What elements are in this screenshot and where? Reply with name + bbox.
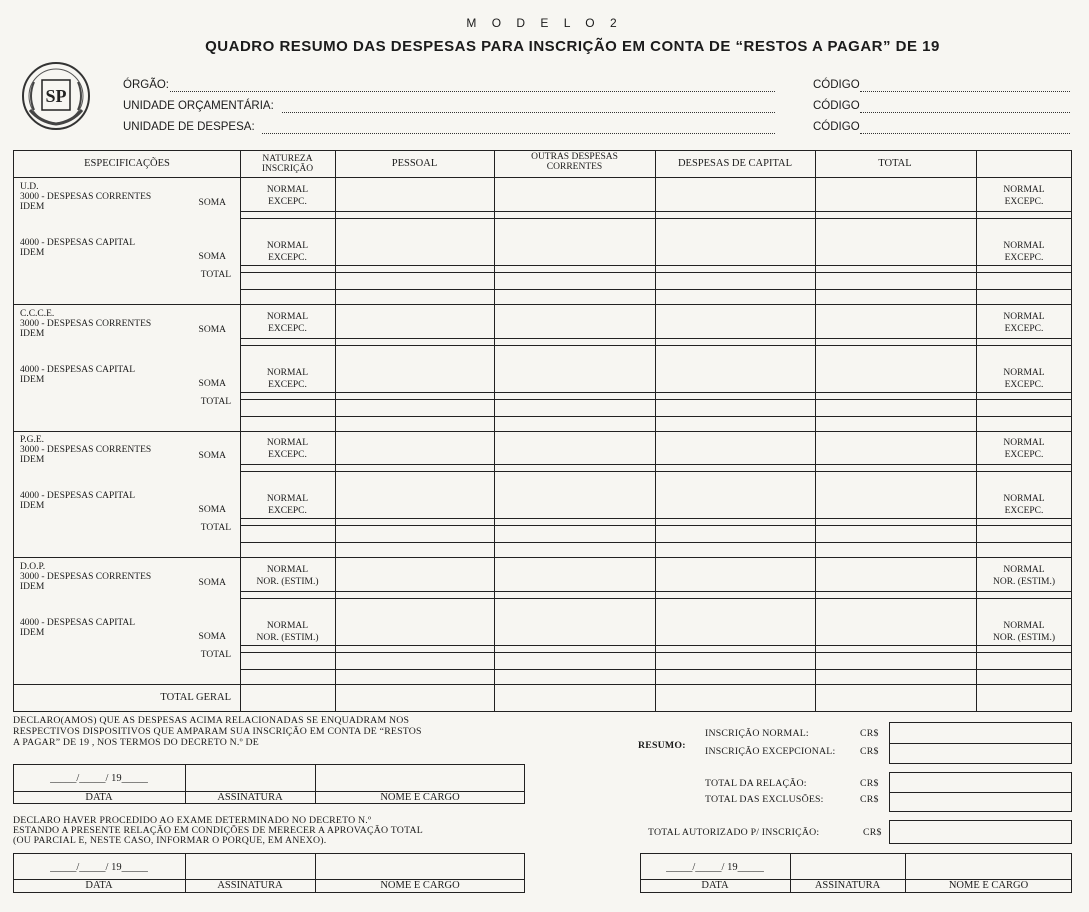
total-label: TOTAL	[200, 270, 231, 280]
row-divider	[240, 272, 1072, 273]
natureza-label-right: NOR. (ESTIM.)	[992, 577, 1055, 587]
natureza-label-right: EXCEPC.	[1004, 197, 1044, 207]
signature-2-nome-label: NOME E CARGO	[380, 880, 460, 891]
signature-1-date-field[interactable]: _____/_____/ 19_____	[50, 773, 148, 784]
currency-1: CR$	[860, 728, 879, 739]
signature-2-data-label: DATA	[85, 880, 113, 891]
group-capital-label: 4000 - DESPESAS CAPITAL	[20, 238, 136, 248]
natureza-label-right: NORMAL	[1003, 494, 1045, 504]
natureza-label: NORMAL	[266, 494, 309, 504]
natureza-label: EXCEPC.	[268, 197, 307, 207]
signature-3-data-label: DATA	[701, 880, 729, 891]
natureza-label-right: NORMAL	[1003, 565, 1045, 575]
natureza-label-right: NOR. (ESTIM.)	[992, 633, 1055, 643]
signature-1-data-label: DATA	[85, 792, 113, 803]
natureza-label-right: EXCEPC.	[1004, 324, 1044, 334]
svg-text:SP: SP	[45, 86, 67, 106]
model-label: M O D E L O 2	[466, 16, 623, 30]
natureza-label-right: EXCEPC.	[1004, 380, 1044, 390]
row-divider	[240, 338, 1072, 339]
group-correntes-label: 3000 - DESPESAS CORRENTES	[20, 445, 152, 455]
row-divider	[240, 211, 1072, 212]
declaration-1-line-3: A PAGAR” DE 19 , NOS TERMOS DO DECRETO N.º DE	[13, 737, 259, 748]
col-total: TOTAL	[878, 158, 912, 169]
row-divider	[240, 471, 1072, 472]
codigo-field-2[interactable]	[860, 112, 1070, 113]
group-idem-label: IDEM	[20, 501, 45, 511]
group-idem-label: IDEM	[20, 628, 45, 638]
group-correntes-label: 3000 - DESPESAS CORRENTES	[20, 319, 152, 329]
row-divider	[240, 518, 1072, 519]
total-autorizado-field[interactable]	[889, 820, 1072, 844]
soma-label: SOMA	[198, 325, 226, 335]
natureza-label: NOR. (ESTIM.)	[256, 633, 319, 643]
total-relacao-label: TOTAL DA RELAÇÃO:	[705, 778, 807, 789]
row-divider	[240, 542, 1072, 543]
signature-3-nome-label: NOME E CARGO	[948, 880, 1029, 891]
header-divider	[13, 177, 1072, 178]
codigo-label-1: CÓDIGO	[813, 79, 860, 91]
row-divider	[240, 289, 1072, 290]
signature-1-assinatura-label: ASSINATURA	[217, 792, 283, 803]
row-divider	[240, 392, 1072, 393]
natureza-label-right: EXCEPC.	[1004, 506, 1044, 516]
natureza-label-right: EXCEPC.	[1004, 450, 1044, 460]
unidade-despesa-field[interactable]	[262, 133, 775, 134]
signature-2-date-field[interactable]: _____/_____/ 19_____	[50, 862, 148, 873]
orgao-label: ÓRGÃO:	[123, 79, 170, 91]
signature-1-nome-label: NOME E CARGO	[380, 792, 460, 803]
currency-3: CR$	[860, 778, 879, 789]
row-divider	[240, 416, 1072, 417]
unidade-orcamentaria-label: UNIDADE ORÇAMENTÁRIA:	[123, 100, 274, 112]
col-outras-1: OUTRAS DESPESAS	[531, 152, 618, 162]
declaration-2-line-2: ESTANDO A PRESENTE RELAÇÃO EM CONDIÇÕES DE MERECER A APROVAÇÃO TOTAL	[13, 825, 423, 836]
group-idem-label: IDEM	[20, 202, 45, 212]
natureza-label-right: NORMAL	[1003, 241, 1045, 251]
natureza-label: EXCEPC.	[268, 450, 307, 460]
soma-label: SOMA	[198, 505, 226, 515]
currency-5: CR$	[863, 827, 882, 838]
col-natureza-1: NATUREZA	[262, 154, 313, 164]
group-correntes-label: 3000 - DESPESAS CORRENTES	[20, 572, 152, 582]
group-idem-label: IDEM	[20, 248, 45, 258]
col-despesas-capital: DESPESAS DE CAPITAL	[677, 158, 793, 169]
natureza-label: NOR. (ESTIM.)	[256, 577, 319, 587]
inscricao-excepcional-label: INSCRIÇÃO EXCEPCIONAL:	[705, 746, 836, 757]
total-autorizado-label: TOTAL AUTORIZADO P/ INSCRIÇÃO:	[648, 827, 820, 838]
col-especificacoes: ESPECIFICAÇÕES	[84, 158, 170, 169]
group-idem-label: IDEM	[20, 375, 45, 385]
row-divider	[240, 525, 1072, 526]
soma-label: SOMA	[198, 632, 226, 642]
signature-3-date-field[interactable]: _____/_____/ 19_____	[666, 862, 764, 873]
row-divider	[240, 669, 1072, 670]
natureza-label: NORMAL	[266, 621, 309, 631]
codigo-field-1[interactable]	[860, 91, 1070, 92]
group-code: D.O.P.	[20, 562, 46, 572]
currency-2: CR$	[860, 746, 879, 757]
natureza-label: NORMAL	[266, 368, 309, 378]
row-divider	[240, 464, 1072, 465]
col-outras-2: CORRENTES	[546, 162, 603, 172]
currency-4: CR$	[860, 794, 879, 805]
natureza-label: NORMAL	[266, 312, 309, 322]
total-exclusoes-label: TOTAL DAS EXCLUSÕES:	[705, 794, 824, 805]
group-idem-label: IDEM	[20, 582, 45, 592]
row-divider	[240, 645, 1072, 646]
natureza-label: EXCEPC.	[268, 380, 307, 390]
row-divider	[240, 652, 1072, 653]
total-label: TOTAL	[200, 397, 231, 407]
natureza-label-right: NORMAL	[1003, 438, 1045, 448]
soma-label: SOMA	[198, 578, 226, 588]
resumo-label: RESUMO:	[638, 740, 686, 751]
codigo-field-3[interactable]	[860, 133, 1070, 134]
codigo-label-2: CÓDIGO	[813, 100, 860, 112]
declaration-2-line-1: DECLARO HAVER PROCEDIDO AO EXAME DETERMINADO NO DECRETO N.º	[13, 815, 372, 826]
group-capital-label: 4000 - DESPESAS CAPITAL	[20, 618, 136, 628]
natureza-label: EXCEPC.	[268, 324, 307, 334]
natureza-label: NORMAL	[266, 438, 309, 448]
group-code: P.G.E.	[20, 435, 45, 445]
soma-label: SOMA	[198, 379, 226, 389]
declaration-2-line-3: (OU PARCIAL E, NESTE CASO, INFORMAR O PORQUE, EM ANEXO).	[13, 835, 327, 846]
natureza-label: NORMAL	[266, 565, 309, 575]
inscricao-normal-label: INSCRIÇÃO NORMAL:	[705, 728, 809, 739]
soma-label: SOMA	[198, 198, 226, 208]
group-code: U.D.	[20, 182, 39, 192]
group-capital-label: 4000 - DESPESAS CAPITAL	[20, 365, 136, 375]
row-divider	[240, 345, 1072, 346]
col-pessoal: PESSOAL	[391, 158, 438, 169]
declaration-1-line-1: DECLARO(AMOS) QUE AS DESPESAS ACIMA RELACIONADAS SE ENQUADRAM NOS	[13, 715, 410, 726]
group-divider	[13, 684, 1072, 685]
natureza-label-right: NORMAL	[1003, 185, 1045, 195]
form-title: QUADRO RESUMO DAS DESPESAS PARA INSCRIÇÃO EM CONTA DE “RESTOS A PAGAR” DE 19	[205, 38, 940, 55]
row-divider	[240, 218, 1072, 219]
row-divider	[240, 598, 1072, 599]
total-geral-label: TOTAL GERAL	[160, 692, 231, 703]
natureza-label: EXCEPC.	[268, 253, 307, 263]
group-capital-label: 4000 - DESPESAS CAPITAL	[20, 491, 136, 501]
natureza-label-right: EXCEPC.	[1004, 253, 1044, 263]
group-divider	[13, 304, 1072, 305]
total-label: TOTAL	[200, 523, 231, 533]
row-divider	[240, 591, 1072, 592]
declaration-1-line-2: RESPECTIVOS DISPOSITIVOS QUE AMPARAM SUA INSCRIÇÃO EM CONTA DE “RESTOS	[13, 726, 422, 737]
group-code: C.C.C.E.	[20, 309, 55, 319]
unidade-despesa-label: UNIDADE DE DESPESA:	[123, 121, 255, 133]
natureza-label: NORMAL	[266, 185, 309, 195]
natureza-label: NORMAL	[266, 241, 309, 251]
codigo-label-3: CÓDIGO	[813, 121, 860, 133]
row-divider	[240, 265, 1072, 266]
orgao-field[interactable]	[170, 91, 775, 92]
state-seal-emblem	[20, 60, 92, 132]
group-idem-label: IDEM	[20, 455, 45, 465]
natureza-label-right: NORMAL	[1003, 312, 1045, 322]
row-divider	[240, 399, 1072, 400]
soma-label: SOMA	[198, 252, 226, 262]
group-divider	[13, 431, 1072, 432]
group-idem-label: IDEM	[20, 329, 45, 339]
natureza-label-right: NORMAL	[1003, 621, 1045, 631]
group-divider	[13, 557, 1072, 558]
total-label: TOTAL	[200, 650, 231, 660]
col-natureza-2: INSCRIÇÃO	[261, 164, 314, 174]
natureza-label-right: NORMAL	[1003, 368, 1045, 378]
natureza-label: EXCEPC.	[268, 506, 307, 516]
group-correntes-label: 3000 - DESPESAS CORRENTES	[20, 192, 152, 202]
unidade-orcamentaria-field[interactable]	[282, 112, 775, 113]
soma-label: SOMA	[198, 451, 226, 461]
signature-2-assinatura-label: ASSINATURA	[217, 880, 283, 891]
signature-3-assinatura-label: ASSINATURA	[814, 880, 881, 891]
